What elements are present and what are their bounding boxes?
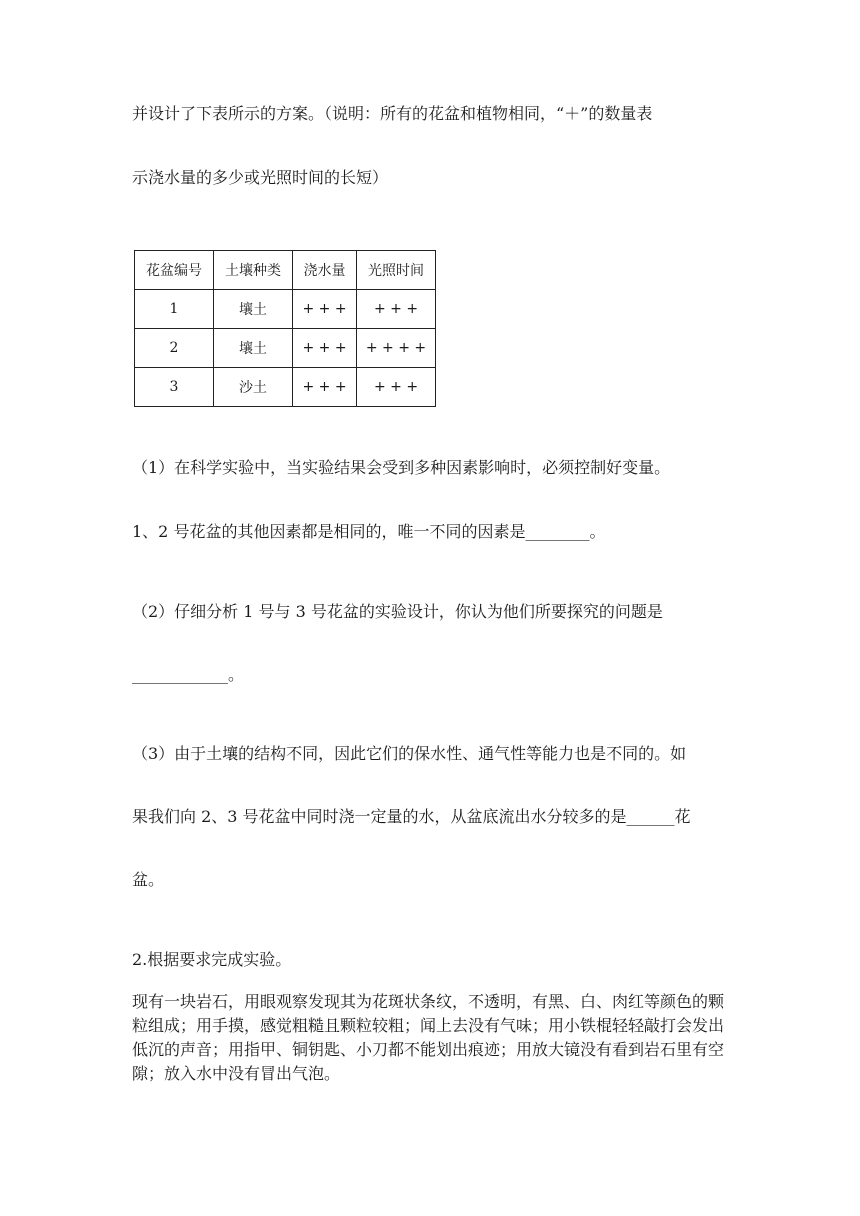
question-3-line-1: （3）由于土壤的结构不同，因此它们的保水性、通气性等能力也是不同的。如 bbox=[132, 744, 687, 763]
header-pot-number: 花盆编号 bbox=[135, 251, 214, 290]
intro-line-1: 并设计了下表所示的方案。（说明：所有的花盆和植物相同，“＋”的数量表 bbox=[132, 104, 653, 123]
table-row bbox=[135, 368, 436, 407]
cell-soil-type: 壤土 bbox=[214, 290, 293, 329]
question-2-line-1: （2）仔细分析 1 号与 3 号花盆的实验设计，你认为他们所要探究的问题是 bbox=[132, 602, 663, 621]
section-2-body: 现有一块岩石，用眼观察发现其为花斑状条纹，不透明，有黑、白、肉红等颜色的颗粒组成；用手摸，感觉粗糙且颗粒较粗；闻上去没有气味；用小铁棍轻轻敲打会发出低沉的声音；用指甲、铜钥匙、小刀都不能划出痕迹；用放大镜没有看到岩石里有空隙；放入水中没有冒出气泡。 bbox=[132, 992, 725, 1083]
question-1-line-1: （1）在科学实验中，当实验结果会受到多种因素影响时，必须控制好变量。 bbox=[132, 458, 671, 477]
question-3-line-3: 盆。 bbox=[132, 870, 165, 889]
cell-light-time: + + + bbox=[357, 368, 436, 407]
cell-soil-type: 沙土 bbox=[214, 368, 293, 407]
table-row bbox=[135, 290, 436, 329]
table-row bbox=[135, 329, 436, 368]
cell-light-time: + + + bbox=[357, 290, 436, 329]
header-light-time: 光照时间 bbox=[357, 251, 436, 290]
cell-light-time: + + + + bbox=[357, 329, 436, 368]
question-2-answer-blank: ____________。 bbox=[132, 665, 245, 684]
question-1-line-2: 1、2 号花盆的其他因素都是相同的，唯一不同的因素是________。 bbox=[132, 522, 606, 541]
section-2-title: 2.根据要求完成实验。 bbox=[132, 950, 292, 969]
experiment-table bbox=[134, 250, 436, 407]
cell-soil-type: 壤土 bbox=[214, 329, 293, 368]
cell-pot-number: 2 bbox=[135, 329, 214, 368]
cell-watering: + + + bbox=[293, 290, 357, 329]
cell-pot-number: 3 bbox=[135, 368, 214, 407]
cell-watering: + + + bbox=[293, 368, 357, 407]
header-watering: 浇水量 bbox=[293, 251, 357, 290]
cell-watering: + + + bbox=[293, 329, 357, 368]
table-header-row bbox=[135, 251, 436, 290]
intro-line-2: 示浇水量的多少或光照时间的长短） bbox=[132, 168, 389, 187]
question-3-line-2: 果我们向 2、3 号花盆中同时浇一定量的水，从盆底流出水分较多的是______花 bbox=[132, 807, 691, 826]
header-soil-type: 土壤种类 bbox=[214, 251, 293, 290]
cell-pot-number: 1 bbox=[135, 290, 214, 329]
